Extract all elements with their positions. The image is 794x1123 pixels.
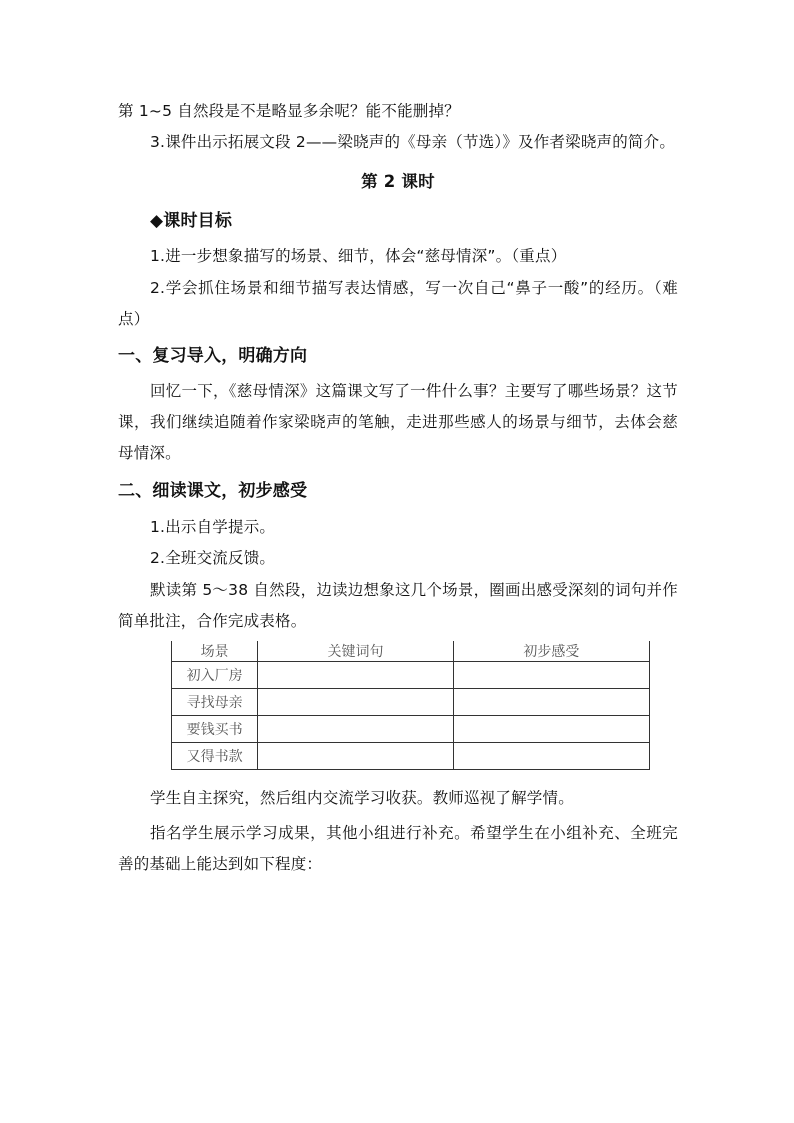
table-cell-feelings — [453, 662, 649, 689]
table-row — [172, 689, 650, 716]
table-cell-key-sentences — [258, 743, 453, 770]
scene-table — [171, 641, 650, 770]
table-cell-scene: 要钱买书 — [172, 716, 258, 743]
goal-2: 2.学会抓住场景和细节描写表达情感，写一次自己“鼻子一酸”的经历。（难点） — [118, 279, 678, 328]
table-row — [172, 716, 650, 743]
table-cell-feelings — [453, 743, 649, 770]
table-row — [172, 662, 650, 689]
paragraph-2: 默读第 5～38 自然段，边读边想象这几个场景，圈画出感受深刻的词句并作简单批注，合作完成表格。 — [118, 581, 678, 630]
paragraph-1: 回忆一下，《慈母情深》这篇课文写了一件什么事？主要写了哪些场景？这节课，我们继续追随着作家梁晓声的笔触，走进那些感人的场景与细节，去体会慈母情深。 — [118, 382, 678, 462]
text-line-2: 3.课件出示拓展文段 2——梁晓声的《母亲（节选）》及作者梁晓声的简介。 — [150, 133, 676, 151]
text-line-1: 第 1~5 自然段是不是略显多余呢？能不能删掉？ — [118, 102, 460, 120]
table-cell-key-sentences — [258, 662, 453, 689]
table-cell-key-sentences — [258, 716, 453, 743]
table-header-key-sentences: 关键词句 — [258, 641, 453, 662]
list-item-1: 1.出示自学提示。 — [150, 518, 276, 536]
table-header-feelings: 初步感受 — [453, 641, 649, 662]
table-header-scene: 场景 — [172, 641, 258, 662]
section-heading-1: 一、复习导入，明确方向 — [118, 346, 308, 366]
section-heading-2: 二、细读课文，初步感受 — [118, 481, 308, 501]
table-header-row — [172, 641, 650, 662]
paragraph-3: 学生自主探究，然后组内交流学习收获。教师巡视了解学情。 — [150, 789, 574, 807]
table-cell-feelings — [453, 716, 649, 743]
table-cell-scene: 又得书款 — [172, 743, 258, 770]
goal-heading: ◆课时目标 — [150, 211, 233, 231]
table-row — [172, 743, 650, 770]
table-cell-scene: 初入厂房 — [172, 662, 258, 689]
list-item-2: 2.全班交流反馈。 — [150, 549, 276, 567]
lesson-title: 第 2 课时 — [361, 172, 435, 191]
paragraph-4: 指名学生展示学习成果，其他小组进行补充。希望学生在小组补充、全班完善的基础上能达到如下程度： — [118, 824, 678, 873]
table-cell-key-sentences — [258, 689, 453, 716]
table-cell-feelings — [453, 689, 649, 716]
goal-1: 1.进一步想象描写的场景、细节，体会“慈母情深”。（重点） — [150, 247, 567, 265]
table-cell-scene: 寻找母亲 — [172, 689, 258, 716]
